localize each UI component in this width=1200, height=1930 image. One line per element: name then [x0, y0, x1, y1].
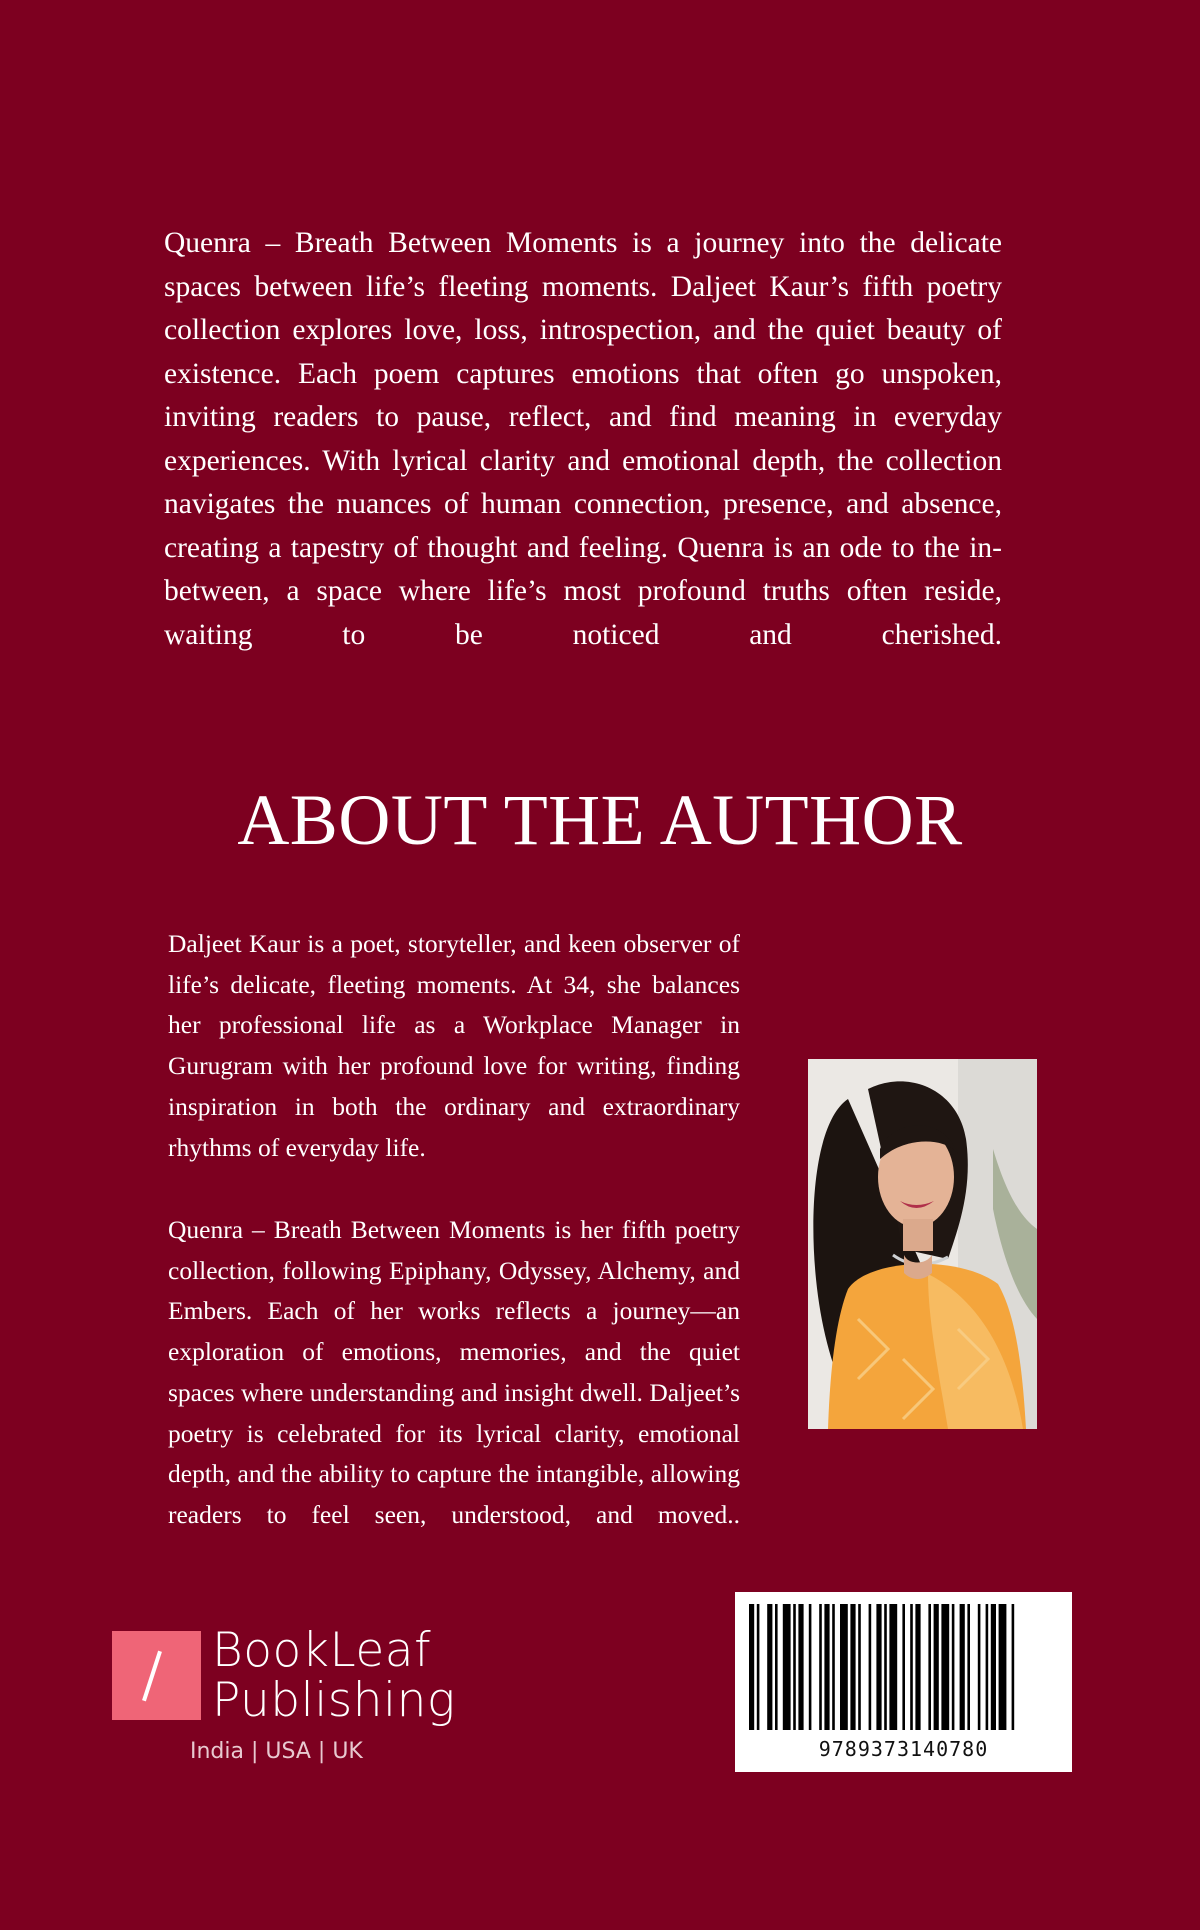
barcode-bar [986, 1604, 989, 1730]
isbn-number: 9789373140780 [818, 1737, 989, 1761]
barcode-bar [819, 1604, 822, 1730]
barcode-bar [928, 1604, 931, 1730]
barcode-bar [757, 1604, 760, 1730]
barcode-bar [1012, 1604, 1015, 1730]
barcode-bar [876, 1604, 881, 1730]
barcode-bar [960, 1604, 965, 1730]
bookleaf-logo-mark [112, 1631, 201, 1720]
barcode-bar [832, 1604, 835, 1730]
author-photo [808, 1059, 1037, 1429]
publisher-name-line2: Publishing [212, 1673, 456, 1728]
barcode-bar [941, 1604, 949, 1730]
barcode-bar [915, 1604, 920, 1730]
author-bio-paragraph-1: Daljeet Kaur is a poet, storyteller, and keen observer of life’s delicate, fleeting moments. At 34, she balances her professional life as a Workplace Manager in Gurugram with her profound love for writing, finding inspiration in both the ordinary and extraordinary rhythms of everyday life. [168, 929, 740, 1162]
barcode-bar [809, 1604, 812, 1730]
author-bio-paragraph-2: Quenra – Breath Between Moments is her fifth poetry collection, following Epiphany, Odyssey, Alchemy, and Embers. Each of her works reflects a journey—an exploration of emotions, memories, and the quiet spaces where understanding and insight dwell. Daljeet’s poetry is celebrated for its lyrical clarity, emotional depth, and the ability to capture the intangible, allowing readers to feel seen, understood, and moved.. [168, 1215, 740, 1529]
barcode-bar [840, 1604, 848, 1730]
publisher-name-line1: BookLeaf [212, 1623, 432, 1678]
publisher-regions: India | USA | UK [190, 1739, 363, 1764]
isbn-barcode [735, 1592, 1072, 1772]
barcode-bar [824, 1604, 829, 1730]
barcode-bar [889, 1604, 897, 1730]
barcode-bar [991, 1604, 996, 1730]
barcode-bar [783, 1604, 791, 1730]
barcode-bar [978, 1604, 981, 1730]
barcode-bar [749, 1604, 754, 1730]
barcode-bar [767, 1604, 772, 1730]
barcode-bar [869, 1604, 872, 1730]
barcode-bar [952, 1604, 955, 1730]
about-the-author-heading: ABOUT THE AUTHOR [237, 780, 963, 860]
barcode-bar [967, 1604, 970, 1730]
barcode-bar [858, 1604, 861, 1730]
back-cover-blurb: Quenra – Breath Between Moments is a journey into the delicate spaces between life’s fleeting moments. Daljeet Kaur’s fifth poetry collection explores love, loss, introspection, and the quiet beauty of existence. Each poem captures emotions that often go unspoken, inviting readers to pause, reflect, and find meaning in everyday experiences. With lyrical clarity and emotional depth, the collection navigates the nuances of human connection, presence, and absence, creating a tapestry of thought and feeling. Quenra is an ode to the in-between, a space where life’s most profound truths often reside, waiting to be noticed and cherished. [164, 227, 1002, 651]
barcode-bar [999, 1604, 1007, 1730]
barcode-bar [850, 1604, 855, 1730]
barcode-bar [902, 1604, 905, 1730]
barcode-bar [793, 1604, 796, 1730]
barcode-bar [934, 1604, 939, 1730]
barcode-bar [884, 1604, 887, 1730]
barcode-bar [798, 1604, 803, 1730]
barcode-bar [775, 1604, 778, 1730]
barcode-bar [910, 1604, 913, 1730]
